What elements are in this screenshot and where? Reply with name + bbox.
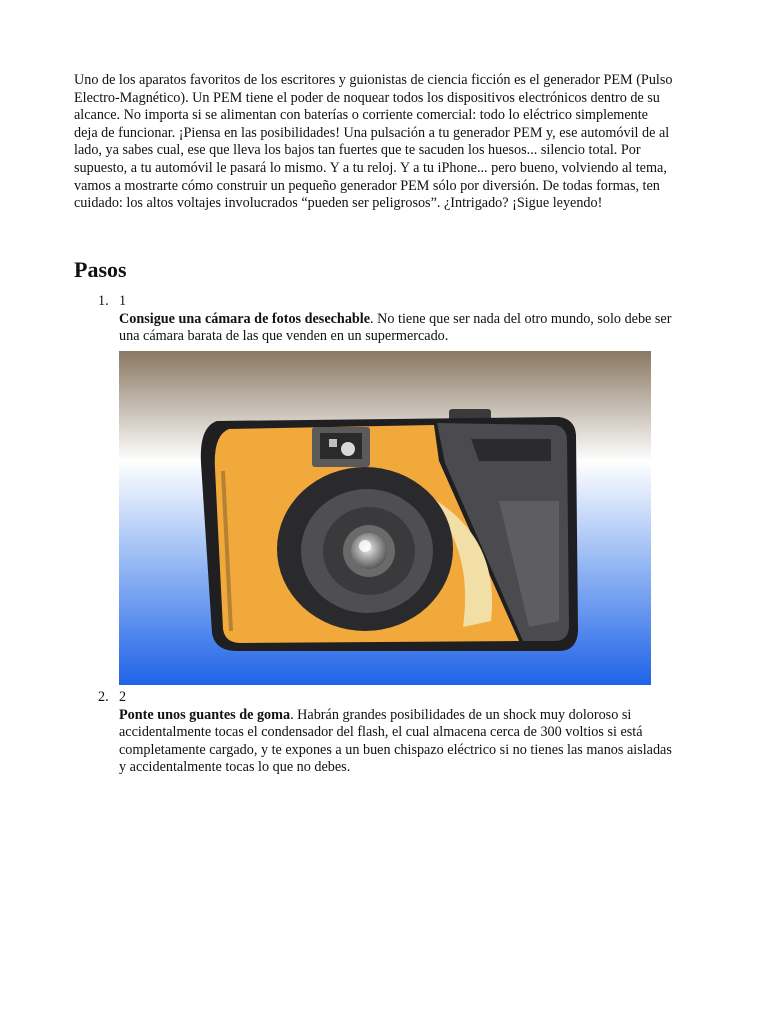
- step-list-marker: 1.: [98, 293, 109, 309]
- step-list-marker: 2.: [98, 689, 109, 705]
- step-number: 2: [119, 689, 127, 705]
- camera-image: [119, 351, 651, 685]
- step-description: [119, 707, 679, 777]
- step-text: . Habrán grandes posibilidades de un shock muy doloroso si accidentalmente tocas el condensador del flash, el cual almacena cerca de 300 voltios si está completamente cargado, y te expones a un buen chispazo eléctrico si no tienes las manos aisladas y accidentalmente tocas lo que no debes.: [119, 706, 672, 776]
- step-description: [119, 311, 679, 346]
- section-heading: Pasos: [74, 257, 127, 282]
- step-title: Consigue una cámara de fotos desechable: [119, 310, 371, 327]
- step-body: [119, 293, 679, 346]
- intro-paragraph: Uno de los aparatos favoritos de los escritores y guionistas de ciencia ficción es el generador PEM (Pulso Electro-Magnético). Un PEM tiene el poder de noquear todos los dispositivos electrónicos dentro de su alcance. No importa si se alimentan con baterías o corriente comercial: todo lo eléctrico simplemente deja de funcionar. ¡Piensa en las posibilidades! Una pulsación a tu generador PEM y, ese automóvil de al lado, ya sabes cual, ese que lleva los bajos tan fuertes que te sacuden los huesos... silencio total. Por supuesto, a tu automóvil le pasará lo mismo. Y a tu reloj. Y a tu iPhone... pero bueno, volviendo al tema, vamos a mostrarte cómo construir un pequeño generador PEM sólo por diversión. De todas formas, ten cuidado: los altos voltajes involucrados “pueden ser peligrosos”. ¿Intrigado? ¡Sigue leyendo!: [74, 72, 673, 212]
- step-body: [119, 689, 679, 777]
- step-title: Ponte unos guantes de goma: [119, 706, 291, 723]
- step-text: . No tiene que ser nada del otro mundo, solo debe ser una cámara barata de las que venden en un supermercado.: [119, 310, 672, 345]
- step-number: 1: [119, 293, 127, 309]
- camera-illustration: [119, 351, 651, 685]
